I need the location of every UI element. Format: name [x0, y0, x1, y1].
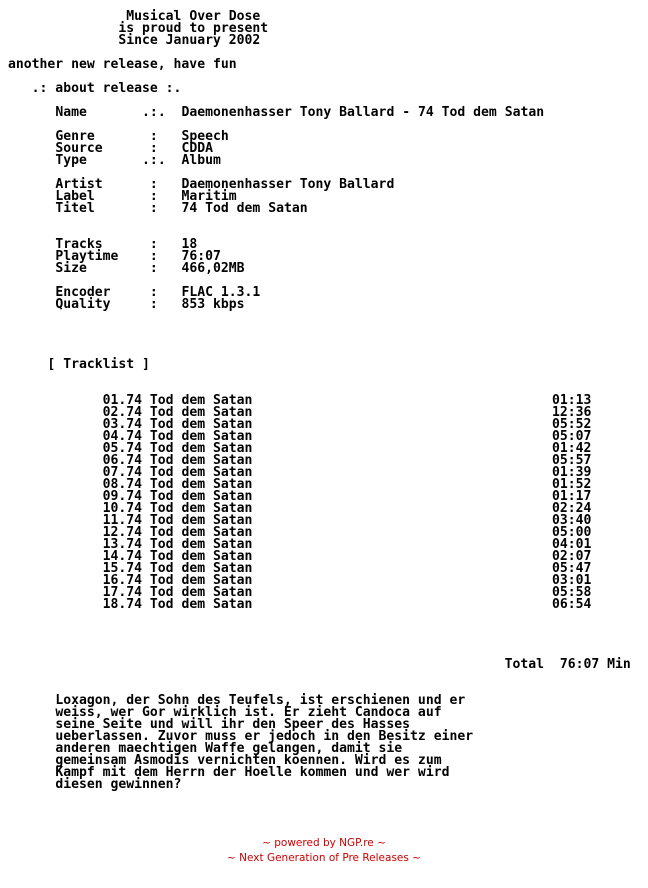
track-title: 74 Tod dem Satan: [126, 429, 253, 444]
track-title: 74 Tod dem Satan: [126, 477, 253, 492]
track-number: 09.: [102, 489, 127, 504]
info-row-name: Name .:. Daemonenhasser Tony Ballard - 74 Tod dem Satan: [55, 105, 545, 120]
track-number: 03.: [102, 417, 127, 432]
total-unit: Min: [607, 657, 631, 672]
field-value-source: CDDA: [181, 141, 214, 156]
track-title: 74 Tod dem Satan: [126, 393, 253, 408]
description-line: weiss, wer Gor wirklich ist. Er zieht Candoca auf: [55, 705, 442, 720]
section-heading: [8, 359, 631, 371]
track-number: 01.: [102, 393, 127, 408]
total-row: [8, 659, 631, 671]
description-line: Loxagon, der Sohn des Teufels, ist erschienen und er: [55, 693, 466, 708]
nfo-document: [8, 11, 631, 791]
track-title: 74 Tod dem Satan: [126, 441, 253, 456]
info-row-titel: Titel : 74 Tod dem Satan: [55, 201, 308, 216]
track-number: 12.: [102, 525, 127, 540]
field-label-type: Type: [55, 153, 87, 168]
track-title: 74 Tod dem Satan: [126, 513, 253, 528]
field-value-encoder: FLAC 1.3.1: [181, 285, 261, 300]
blank-line: [8, 371, 631, 383]
field-value-quality: 853 kbps: [181, 297, 245, 312]
total-label: Total: [504, 657, 545, 672]
description-line: anderen maechtigen Waffe gelangen, damit sie: [55, 741, 403, 756]
track-time: 04:01: [551, 537, 592, 552]
info-row-source: Source : CDDA: [55, 141, 214, 156]
track-number: 05.: [102, 441, 127, 456]
field-label-artist: Artist: [55, 177, 103, 192]
blank-line: [8, 311, 631, 323]
track-time: 01:42: [551, 441, 592, 456]
track-time: 05:07: [551, 429, 592, 444]
description-line: Kampf mit dem Herrn der Hoelle kommen und wer wird: [55, 765, 450, 780]
track-number: 06.: [102, 453, 127, 468]
track-number: 15.: [102, 561, 127, 576]
track-number: 11.: [102, 513, 127, 528]
field-label-name: Name: [55, 105, 87, 120]
track-time: 05:00: [551, 525, 592, 540]
track-time: 03:01: [551, 573, 592, 588]
field-value-genre: Speech: [181, 129, 229, 144]
track-number: 17.: [102, 585, 127, 600]
track-number: 07.: [102, 465, 127, 480]
field-label-genre: Genre: [55, 129, 95, 144]
track-time: 01:13: [551, 393, 592, 408]
track-number: 14.: [102, 549, 127, 564]
track-time: 03:40: [551, 513, 592, 528]
field-value-titel: 74 Tod dem Satan: [181, 201, 308, 216]
header-line: [8, 35, 631, 47]
track-time: 01:52: [551, 477, 592, 492]
track-title: 74 Tod dem Satan: [126, 501, 253, 516]
about-heading: .: about release :.: [31, 81, 182, 96]
field-label-encoder: Encoder: [55, 285, 111, 300]
track-time: 05:58: [551, 585, 592, 600]
track-time: 05:47: [551, 561, 592, 576]
track-time: 02:07: [551, 549, 592, 564]
info-row-genre: Genre : Speech: [55, 129, 229, 144]
track-number: 18.: [102, 597, 127, 612]
total-time: 76:07: [559, 657, 600, 672]
info-row-tracks: Tracks : 18: [55, 237, 198, 252]
track-row: [8, 599, 631, 611]
description-line: ueberlassen. Zuvor muss er jedoch in den Besitz einer: [55, 729, 474, 744]
info-row-artist: Artist : Daemonenhasser Tony Ballard: [55, 177, 395, 192]
intro-text: another new release, have fun: [8, 57, 237, 72]
track-title: 74 Tod dem Satan: [126, 537, 253, 552]
track-time: 05:52: [551, 417, 592, 432]
track-number: 04.: [102, 429, 127, 444]
track-title: 74 Tod dem Satan: [126, 549, 253, 564]
tracklist-heading: [ Tracklist ]: [47, 357, 150, 372]
field-label-playtime: Playtime: [55, 249, 119, 264]
header-group-name: Musical Over Dose: [126, 9, 261, 24]
field-value-artist: Daemonenhasser Tony Ballard: [181, 177, 395, 192]
blank-line: [8, 611, 631, 623]
field-value-playtime: 76:07: [181, 249, 221, 264]
info-row-quality: Quality : 853 kbps: [55, 297, 245, 312]
track-time: 02:24: [551, 501, 592, 516]
track-number: 02.: [102, 405, 127, 420]
track-title: 74 Tod dem Satan: [126, 489, 253, 504]
description-line: gemeinsam Asmodis vernichten koennen. Wird es zum: [55, 753, 442, 768]
field-label-source: Source: [55, 141, 103, 156]
blank-line: [8, 323, 631, 335]
track-number: 13.: [102, 537, 127, 552]
track-number: 16.: [102, 573, 127, 588]
track-title: 74 Tod dem Satan: [126, 561, 253, 576]
description-line: seine Seite und will ihr den Speer des Hasses: [55, 717, 411, 732]
info-row-playtime: Playtime : 76:07: [55, 249, 221, 264]
field-value-size: 466,02MB: [181, 261, 245, 276]
field-value-name: Daemonenhasser Tony Ballard - 74 Tod dem Satan: [181, 105, 545, 120]
info-row-encoder: Encoder : FLAC 1.3.1: [55, 285, 261, 300]
info-row-size: Size : 466,02MB: [55, 261, 245, 276]
field-label-titel: Titel: [55, 201, 95, 216]
blank-line: [8, 635, 631, 647]
blank-line: [8, 671, 631, 683]
track-title: 74 Tod dem Satan: [126, 465, 253, 480]
field-label-label: Label: [55, 189, 95, 204]
track-title: 74 Tod dem Satan: [126, 405, 253, 420]
field-label-quality: Quality: [55, 297, 111, 312]
track-title: 74 Tod dem Satan: [126, 525, 253, 540]
description-line: diesen gewinnen?: [55, 777, 182, 792]
field-value-tracks: 18: [181, 237, 198, 252]
intro-line: [8, 59, 631, 71]
field-value-label: Maritim: [181, 189, 237, 204]
blank-line: [8, 335, 631, 347]
track-title: 74 Tod dem Satan: [126, 453, 253, 468]
section-heading: [8, 83, 631, 95]
track-title: 74 Tod dem Satan: [126, 417, 253, 432]
track-time: 01:17: [551, 489, 592, 504]
header-tagline: is proud to present: [118, 21, 269, 36]
blank-line: [8, 623, 631, 635]
track-number: 08.: [102, 477, 127, 492]
description-row: [8, 779, 631, 791]
info-row-type: Type .:. Album: [55, 153, 221, 168]
track-title: 74 Tod dem Satan: [126, 597, 253, 612]
field-value-type: Album: [181, 153, 221, 168]
track-time: 05:57: [551, 453, 592, 468]
info-row-label: Label : Maritim: [55, 189, 237, 204]
blank-line: [8, 215, 631, 227]
field-label-tracks: Tracks: [55, 237, 103, 252]
field-label-size: Size: [55, 261, 87, 276]
footer-powered-by: ~ powered by NGP.re ~: [262, 837, 386, 849]
track-time: 06:54: [551, 597, 592, 612]
track-title: 74 Tod dem Satan: [126, 573, 253, 588]
header-since: Since January 2002: [118, 33, 261, 48]
track-number: 10.: [102, 501, 127, 516]
track-time: 12:36: [551, 405, 592, 420]
track-title: 74 Tod dem Satan: [126, 585, 253, 600]
footer-tagline: ~ Next Generation of Pre Releases ~: [227, 852, 421, 864]
track-time: 01:39: [551, 465, 592, 480]
